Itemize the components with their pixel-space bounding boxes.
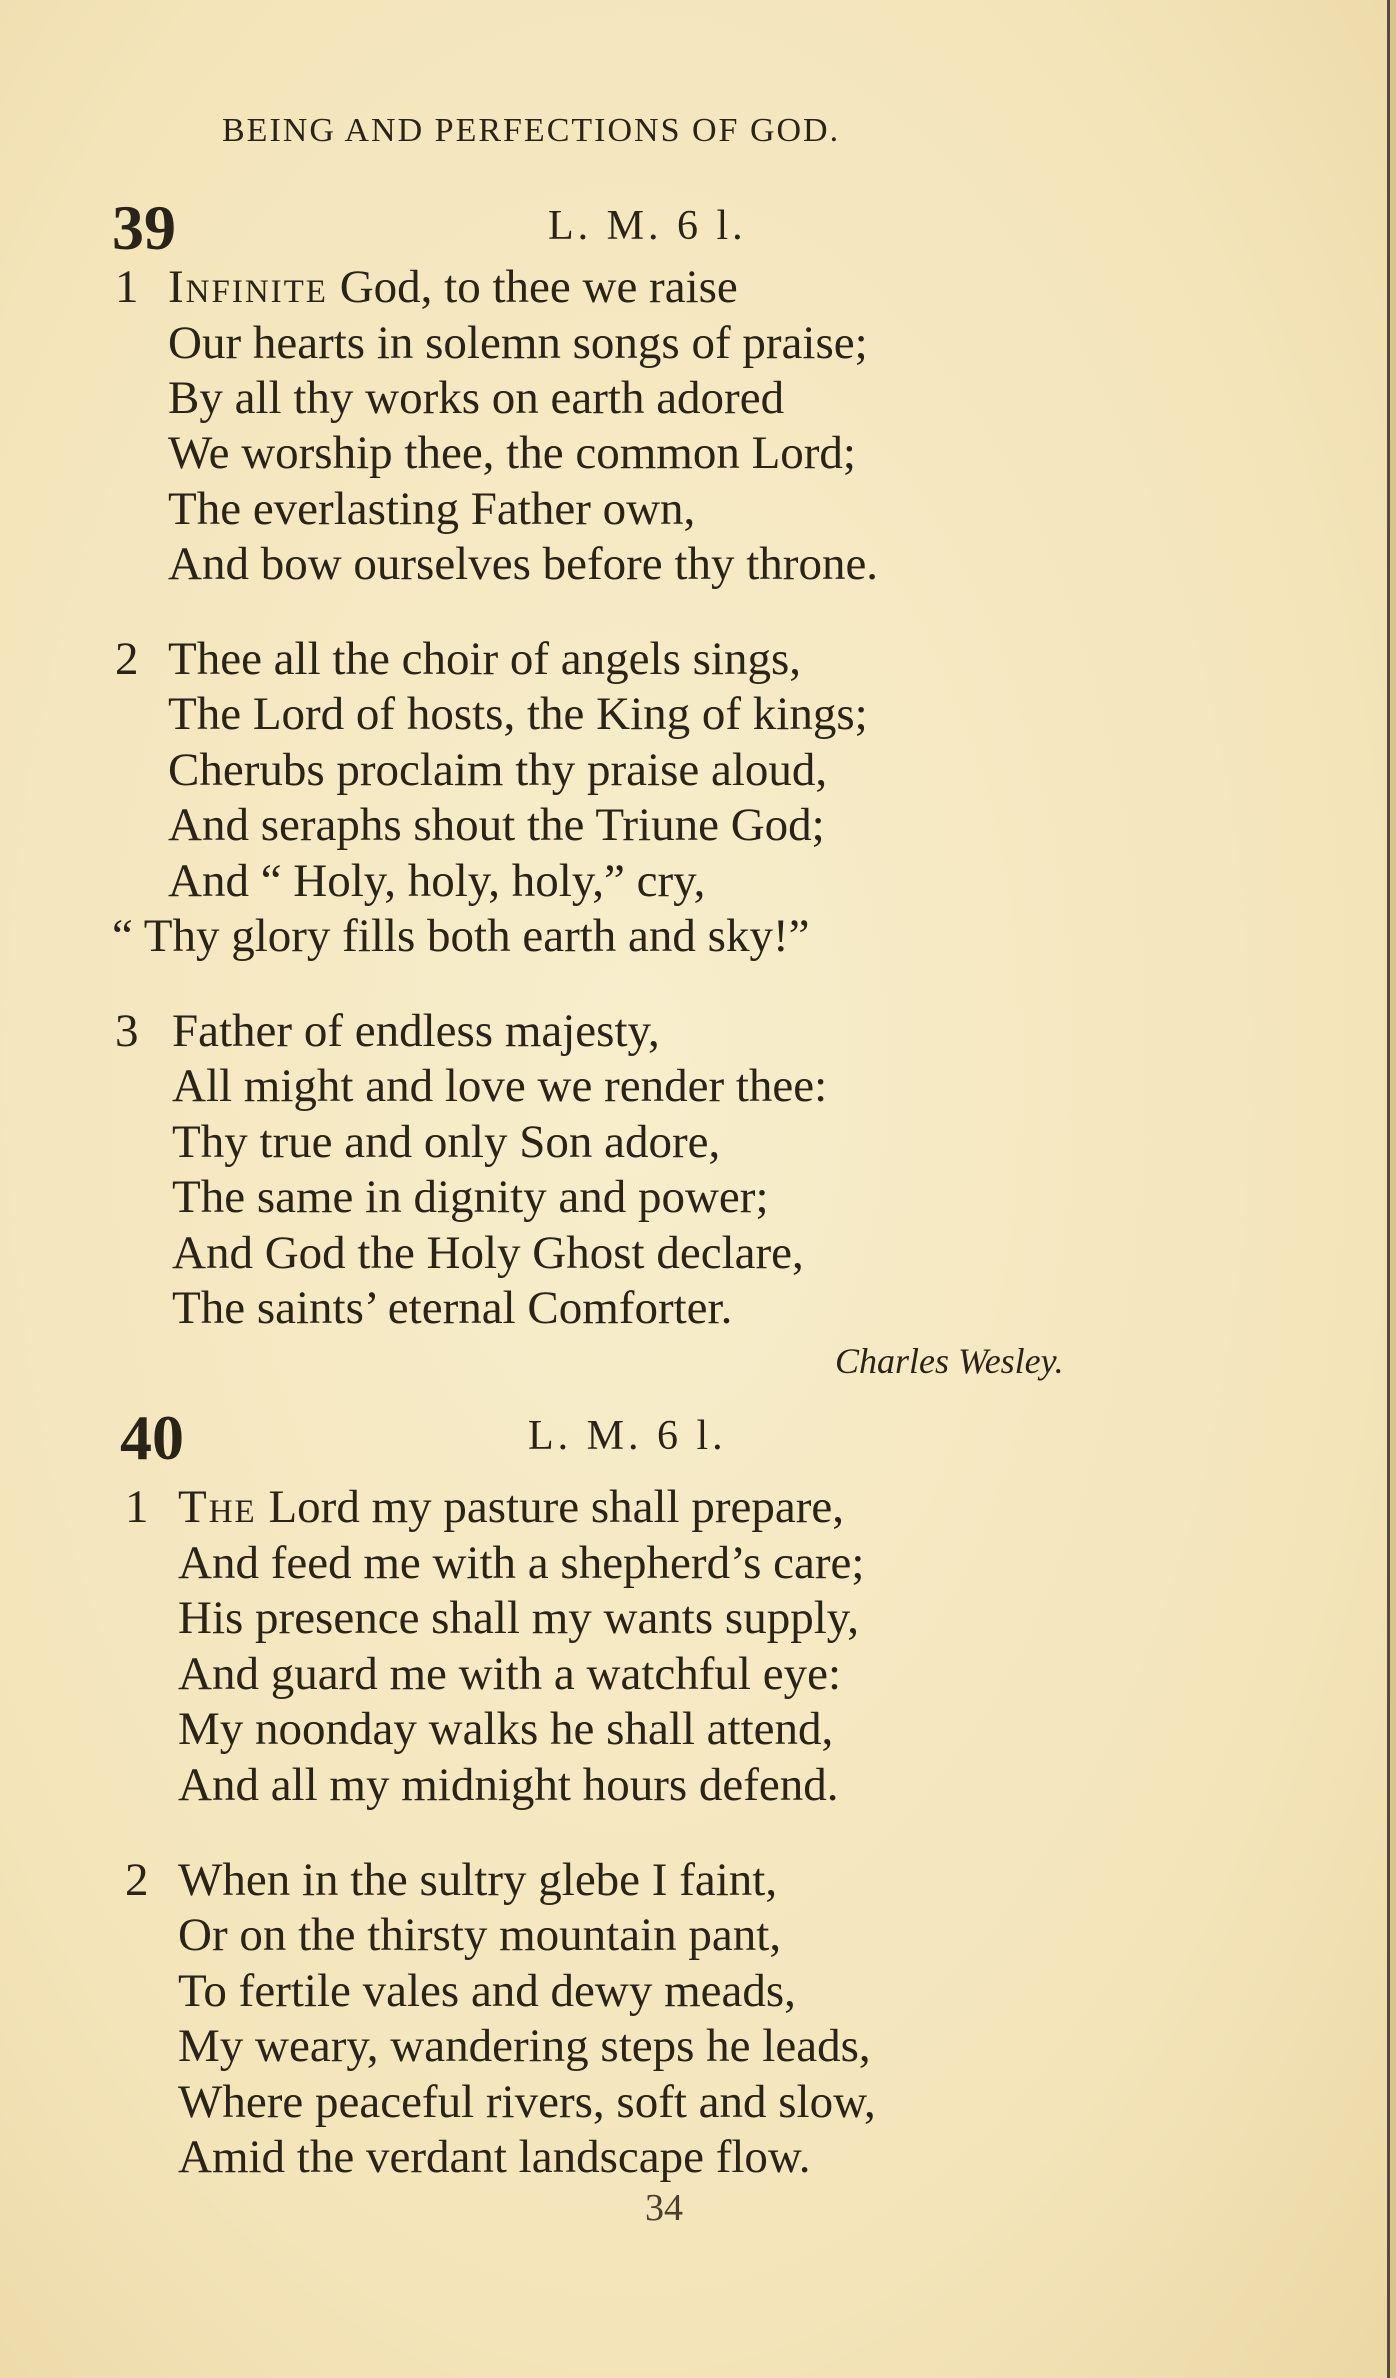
running-head: BEING AND PERFECTIONS OF GOD. [222, 112, 841, 149]
verse-line: My weary, wandering steps he leads, [178, 2020, 871, 2072]
verse-number: 1 [125, 1481, 149, 1533]
verse-line: Our hearts in solemn songs of praise; [168, 317, 868, 369]
verse-line: And all my midnight hours defend. [178, 1759, 839, 1811]
verse-number: 2 [115, 633, 139, 685]
first-line-rest: Lord my pasture shall prepare, [256, 1481, 844, 1533]
hymn-meter: L. M. 6 l. [548, 203, 747, 249]
verse-line: The same in dignity and power; [172, 1171, 769, 1223]
verse-line: My noonday walks he shall attend, [178, 1703, 834, 1755]
verse-line: The saints’ eternal Comforter. [172, 1282, 733, 1334]
verse-line: Thee all the choir of angels sings, [168, 633, 802, 685]
verse-line: His presence shall my wants supply, [178, 1592, 859, 1644]
verse-line: And feed me with a shepherd’s care; [178, 1537, 865, 1589]
hymn-meter: L. M. 6 l. [528, 1413, 727, 1459]
first-line-rest: God, to thee we raise [327, 261, 738, 313]
verse-number: 1 [115, 261, 139, 313]
verse-line: And bow ourselves before thy throne. [168, 538, 879, 590]
verse-line: To fertile vales and dewy meads, [178, 1965, 796, 2017]
verse-line: And “ Holy, holy, holy,” cry, [168, 855, 706, 907]
author-attribution: Charles Wesley. [835, 1341, 1064, 1381]
verse-line: Amid the verdant landscape flow. [178, 2131, 811, 2183]
page-edge-line [1387, 0, 1390, 2378]
verse-line: “ Thy glory fills both earth and sky!” [112, 910, 810, 962]
verse-line: Father of endless majesty, [172, 1005, 660, 1057]
verse-line: Thy true and only Son adore, [172, 1116, 721, 1168]
verse-line: Where peaceful rivers, soft and slow, [178, 2076, 876, 2128]
verse-number: 2 [125, 1854, 149, 1906]
hymn-number: 40 [120, 1402, 184, 1473]
verse-line: We worship thee, the common Lord; [168, 427, 856, 479]
verse-line: When in the sultry glebe I faint, [178, 1854, 778, 1906]
verse-line: The everlasting Father own, [168, 483, 696, 535]
verse-line: By all thy works on earth adored [168, 372, 785, 424]
verse-line [168, 261, 738, 313]
first-word: Infinite [168, 261, 328, 313]
page-number: 34 [645, 2187, 683, 2229]
verse-line: And seraphs shout the Triune God; [168, 799, 825, 851]
verse-line: Cherubs proclaim thy praise aloud, [168, 744, 828, 796]
hymn-number: 39 [112, 192, 176, 263]
verse-line: And guard me with a watchful eye: [178, 1648, 842, 1700]
verse-number: 3 [115, 1005, 139, 1057]
page-edge [1390, 0, 1396, 2378]
verse-line: The Lord of hosts, the King of kings; [168, 688, 868, 740]
first-word: The [178, 1481, 257, 1533]
verse-line: And God the Holy Ghost declare, [172, 1227, 804, 1279]
verse-line [178, 1481, 844, 1533]
verse-line: Or on the thirsty mountain pant, [178, 1909, 782, 1961]
verse-line: All might and love we render thee: [172, 1060, 828, 1112]
